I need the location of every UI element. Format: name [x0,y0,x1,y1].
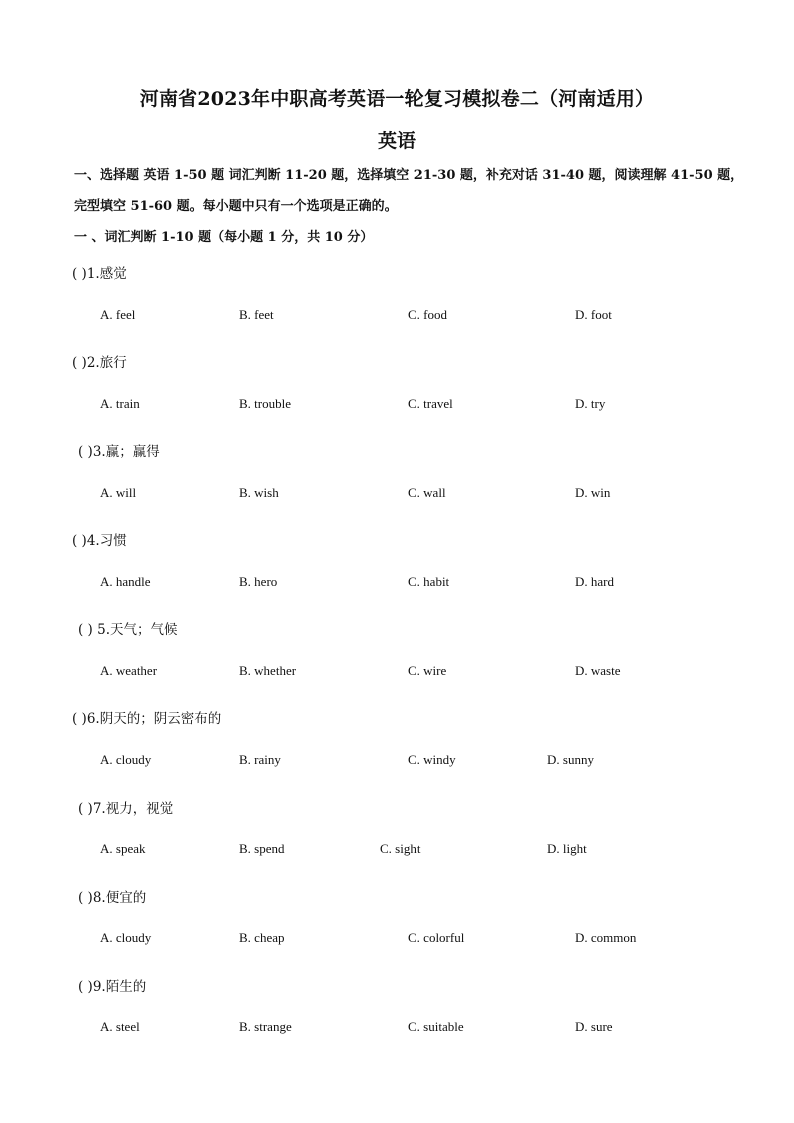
option-d: D. sure [575,1019,613,1034]
option-d: D. hard [575,574,614,589]
page-subtitle: 英语 [377,130,416,152]
option-d: D. try [575,396,606,411]
option-d: D. light [547,841,587,856]
option-c: C. suitable [408,1019,464,1034]
page-title: 河南省2023年中职高考英语一轮复习模拟卷二（河南适用） [139,88,655,110]
question-stem-4: ( )4.习惯 [72,533,127,549]
option-d: D. common [575,930,637,945]
option-c: C. sight [380,841,421,856]
option-b: B. cheap [239,930,285,945]
question-stem-6: ( )6.阴天的；阴云密布的 [72,711,222,727]
option-b: B. strange [239,1019,292,1034]
option-a: A. steel [100,1019,140,1034]
option-a: A. weather [100,663,158,678]
option-d: D. sunny [547,752,594,767]
section-heading: 一 、词汇判断 1-10 题（每小题 1 分，共 10 分） [74,230,374,245]
instructions-line-1: 一、选择题 英语 1-50 题 词汇判断 11-20 题，选择填空 21-30 题，补充对话 31-40 题，阅读理解 41-50 题， [74,168,744,183]
option-b: B. wish [239,485,279,500]
option-c: C. colorful [408,930,465,945]
option-b: B. trouble [239,396,291,411]
question-stem-9: ( )9.陌生的 [78,979,147,995]
option-a: A. handle [100,574,151,589]
option-a: A. speak [100,841,146,856]
option-c: C. habit [408,574,450,589]
option-d: D. foot [575,307,612,322]
question-stem-1: ( )1.感觉 [72,266,127,282]
option-c: C. food [408,307,447,322]
question-stem-5: ( ) 5.天气；气候 [78,622,178,638]
option-b: B. whether [239,663,297,678]
option-d: D. win [575,485,611,500]
option-a: A. feel [100,307,136,322]
question-stem-3: ( )3.赢；赢得 [78,444,160,460]
option-b: B. hero [239,574,278,589]
option-b: B. rainy [239,752,281,767]
option-b: B. spend [239,841,285,856]
option-a: A. train [100,396,140,411]
option-c: C. travel [408,396,453,411]
option-d: D. waste [575,663,621,678]
question-stem-2: ( )2.旅行 [72,355,127,371]
option-a: A. will [100,485,137,500]
instructions-line-2: 完型填空 51-60 题。每小题中只有一个选项是正确的。 [74,199,398,214]
question-stem-7: ( )7.视力，视觉 [78,801,174,817]
option-a: A. cloudy [100,930,152,945]
option-c: C. windy [408,752,456,767]
option-a: A. cloudy [100,752,152,767]
option-b: B. feet [239,307,274,322]
option-c: C. wall [408,485,446,500]
option-c: C. wire [408,663,447,678]
question-stem-8: ( )8.便宜的 [78,890,147,906]
